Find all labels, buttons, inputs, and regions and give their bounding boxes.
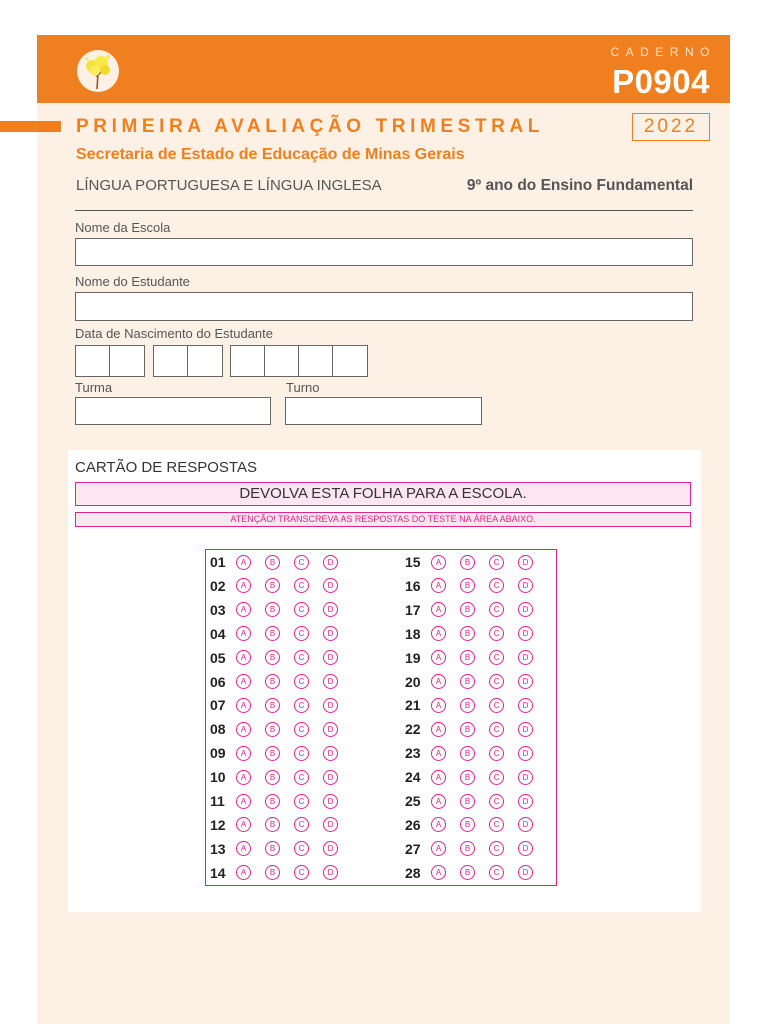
birthdate-label: Data de Nascimento do Estudante xyxy=(75,326,274,341)
question-row xyxy=(210,576,352,596)
answer-bubble-c[interactable]: C xyxy=(294,722,309,737)
answer-bubble-b[interactable]: B xyxy=(265,602,280,617)
answer-bubble-d[interactable]: D xyxy=(518,602,533,617)
question-row xyxy=(405,767,547,787)
answer-bubble-c[interactable]: C xyxy=(489,555,504,570)
question-number: 07 xyxy=(210,697,226,714)
question-row xyxy=(405,719,547,739)
answer-bubble-d[interactable]: D xyxy=(323,865,338,880)
answer-bubble-d[interactable]: D xyxy=(323,602,338,617)
answer-bubble-b[interactable]: B xyxy=(460,841,475,856)
tree-logo-icon xyxy=(76,49,120,93)
answer-bubble-c[interactable]: C xyxy=(489,817,504,832)
answer-bubble-d[interactable]: D xyxy=(323,817,338,832)
answer-bubble-b[interactable]: B xyxy=(460,865,475,880)
return-notice: DEVOLVA ESTA FOLHA PARA A ESCOLA. xyxy=(75,482,691,506)
answer-bubble-b[interactable]: B xyxy=(265,722,280,737)
question-number: 25 xyxy=(405,793,421,809)
answer-bubble-a[interactable]: A xyxy=(236,626,251,641)
answer-bubble-b[interactable]: B xyxy=(265,817,280,832)
answer-bubble-c[interactable]: C xyxy=(489,770,504,785)
answer-bubble-d[interactable]: D xyxy=(323,722,338,737)
question-number: 16 xyxy=(405,577,421,594)
answer-bubble-a[interactable]: A xyxy=(431,602,446,617)
question-row xyxy=(405,552,547,572)
answer-bubble-d[interactable]: D xyxy=(323,674,338,689)
answer-bubble-a[interactable]: A xyxy=(236,578,251,593)
answer-bubble-d[interactable]: D xyxy=(518,674,533,689)
question-number: 18 xyxy=(405,625,421,642)
question-number: 21 xyxy=(405,697,421,714)
answer-bubble-a[interactable]: A xyxy=(431,817,446,832)
answer-grid xyxy=(205,549,557,886)
birth-year-field[interactable] xyxy=(230,345,368,377)
question-number: 15 xyxy=(405,554,421,570)
answer-bubble-d[interactable]: D xyxy=(518,817,533,832)
caderno-label: CADERNO xyxy=(610,45,716,59)
question-row xyxy=(405,839,547,859)
answer-bubble-c[interactable]: C xyxy=(294,578,309,593)
question-row xyxy=(210,743,352,763)
answer-bubble-c[interactable]: C xyxy=(294,602,309,617)
answer-bubble-d[interactable]: D xyxy=(323,841,338,856)
answer-bubble-d[interactable]: D xyxy=(518,578,533,593)
answer-bubble-d[interactable]: D xyxy=(323,650,338,665)
question-number: 24 xyxy=(405,769,421,786)
answer-bubble-b[interactable]: B xyxy=(265,555,280,570)
answer-bubble-b[interactable]: B xyxy=(460,698,475,713)
answer-bubble-c[interactable]: C xyxy=(489,746,504,761)
question-row xyxy=(405,648,547,668)
answer-bubble-a[interactable]: A xyxy=(236,698,251,713)
question-number: 04 xyxy=(210,625,226,642)
question-row xyxy=(210,791,352,811)
answer-bubble-c[interactable]: C xyxy=(294,770,309,785)
answer-bubble-b[interactable]: B xyxy=(460,650,475,665)
question-row xyxy=(210,600,352,620)
answer-bubble-b[interactable]: B xyxy=(265,770,280,785)
shift-field[interactable] xyxy=(285,397,482,425)
answer-bubble-a[interactable]: A xyxy=(431,746,446,761)
question-number: 13 xyxy=(210,840,226,857)
student-name-field[interactable] xyxy=(75,292,693,321)
answer-bubble-c[interactable]: C xyxy=(489,578,504,593)
question-number: 03 xyxy=(210,601,226,618)
question-row xyxy=(210,863,352,883)
answer-bubble-a[interactable]: A xyxy=(236,650,251,665)
answer-bubble-a[interactable]: A xyxy=(236,674,251,689)
question-row xyxy=(210,695,352,715)
answer-bubble-a[interactable]: A xyxy=(431,722,446,737)
answer-bubble-b[interactable]: B xyxy=(460,817,475,832)
answer-bubble-c[interactable]: C xyxy=(294,841,309,856)
class-label: Turma xyxy=(75,380,113,395)
answer-bubble-c[interactable]: C xyxy=(294,674,309,689)
question-row xyxy=(210,552,352,572)
school-label: Nome da Escola xyxy=(75,220,171,235)
answer-bubble-d[interactable]: D xyxy=(518,770,533,785)
answer-bubble-b[interactable]: B xyxy=(265,794,280,809)
shift-label: Turno xyxy=(286,380,320,395)
answer-bubble-a[interactable]: A xyxy=(431,578,446,593)
answer-bubble-a[interactable]: A xyxy=(431,555,446,570)
answer-bubble-c[interactable]: C xyxy=(294,794,309,809)
question-number: 14 xyxy=(210,864,226,881)
question-number: 11 xyxy=(210,793,225,809)
question-number: 06 xyxy=(210,673,226,690)
birth-day-field[interactable] xyxy=(75,345,145,377)
answer-bubble-c[interactable]: C xyxy=(489,626,504,641)
question-number: 23 xyxy=(405,745,421,762)
question-number: 05 xyxy=(210,649,226,666)
question-number: 20 xyxy=(405,673,421,690)
answer-bubble-a[interactable]: A xyxy=(236,746,251,761)
answer-bubble-c[interactable]: C xyxy=(489,698,504,713)
answer-bubble-a[interactable]: A xyxy=(431,698,446,713)
question-row xyxy=(405,863,547,883)
question-number: 02 xyxy=(210,577,226,594)
answer-bubble-d[interactable]: D xyxy=(518,841,533,856)
answer-bubble-b[interactable]: B xyxy=(265,674,280,689)
answer-bubble-d[interactable]: D xyxy=(518,555,533,570)
answer-bubble-a[interactable]: A xyxy=(431,626,446,641)
answer-bubble-d[interactable]: D xyxy=(518,746,533,761)
answer-bubble-b[interactable]: B xyxy=(265,578,280,593)
answer-bubble-a[interactable]: A xyxy=(431,674,446,689)
answer-bubble-c[interactable]: C xyxy=(294,746,309,761)
question-row xyxy=(210,839,352,859)
answer-bubble-c[interactable]: C xyxy=(294,650,309,665)
side-accent-bar xyxy=(0,121,61,132)
answer-bubble-c[interactable]: C xyxy=(294,555,309,570)
answer-bubble-b[interactable]: B xyxy=(460,794,475,809)
secretariat-name: Secretaria de Estado de Educação de Minas Gerais xyxy=(76,146,465,163)
question-row xyxy=(405,600,547,620)
answer-bubble-b[interactable]: B xyxy=(265,841,280,856)
answer-bubble-a[interactable]: A xyxy=(236,817,251,832)
answer-bubble-d[interactable]: D xyxy=(323,626,338,641)
question-row xyxy=(210,672,352,692)
answer-bubble-a[interactable]: A xyxy=(236,794,251,809)
question-number: 26 xyxy=(405,816,421,833)
answer-bubble-d[interactable]: D xyxy=(518,626,533,641)
answer-bubble-b[interactable]: B xyxy=(265,626,280,641)
answer-bubble-c[interactable]: C xyxy=(489,841,504,856)
answer-bubble-b[interactable]: B xyxy=(265,746,280,761)
question-row xyxy=(210,719,352,739)
answer-bubble-a[interactable]: A xyxy=(236,865,251,880)
answer-bubble-b[interactable]: B xyxy=(460,626,475,641)
answer-bubble-c[interactable]: C xyxy=(294,817,309,832)
question-number: 09 xyxy=(210,745,226,762)
answer-bubble-a[interactable]: A xyxy=(431,865,446,880)
answer-bubble-c[interactable]: C xyxy=(294,865,309,880)
answer-bubble-c[interactable]: C xyxy=(489,674,504,689)
question-number: 22 xyxy=(405,721,421,738)
answer-bubble-d[interactable]: D xyxy=(518,698,533,713)
exam-title: PRIMEIRA AVALIAÇÃO TRIMESTRAL xyxy=(76,116,544,137)
transcribe-warning: ATENÇÃO! TRANSCREVA AS RESPOSTAS DO TESTE NA ÁREA ABAIXO. xyxy=(75,512,691,527)
answer-bubble-a[interactable]: A xyxy=(236,770,251,785)
answer-card-title: CARTÃO DE RESPOSTAS xyxy=(75,459,257,476)
question-row xyxy=(210,624,352,644)
question-number: 19 xyxy=(405,649,421,666)
answer-bubble-d[interactable]: D xyxy=(518,722,533,737)
answer-bubble-d[interactable]: D xyxy=(323,794,338,809)
answer-bubble-b[interactable]: B xyxy=(265,698,280,713)
school-name-field[interactable] xyxy=(75,238,693,266)
question-number: 08 xyxy=(210,721,226,738)
header-divider xyxy=(75,210,693,211)
grade-level: 9º ano do Ensino Fundamental xyxy=(466,177,693,194)
question-number: 28 xyxy=(405,864,421,881)
answer-bubble-a[interactable]: A xyxy=(236,722,251,737)
answer-bubble-a[interactable]: A xyxy=(236,555,251,570)
answer-bubble-c[interactable]: C xyxy=(489,650,504,665)
question-number: 12 xyxy=(210,816,226,833)
answer-bubble-b[interactable]: B xyxy=(460,555,475,570)
answer-bubble-c[interactable]: C xyxy=(489,865,504,880)
answer-bubble-b[interactable]: B xyxy=(265,865,280,880)
answer-bubble-b[interactable]: B xyxy=(460,674,475,689)
question-row xyxy=(210,767,352,787)
answer-bubble-b[interactable]: B xyxy=(460,746,475,761)
question-row xyxy=(405,695,547,715)
answer-bubble-a[interactable]: A xyxy=(431,650,446,665)
birth-month-field[interactable] xyxy=(153,345,223,377)
answer-bubble-a[interactable]: A xyxy=(431,770,446,785)
question-number: 27 xyxy=(405,840,421,857)
answer-bubble-d[interactable]: D xyxy=(323,555,338,570)
answer-bubble-d[interactable]: D xyxy=(323,746,338,761)
answer-bubble-d[interactable]: D xyxy=(323,770,338,785)
question-row xyxy=(405,624,547,644)
answer-bubble-b[interactable]: B xyxy=(265,650,280,665)
question-row xyxy=(210,648,352,668)
answer-bubble-c[interactable]: C xyxy=(489,722,504,737)
answer-bubble-c[interactable]: C xyxy=(294,698,309,713)
answer-bubble-a[interactable]: A xyxy=(431,794,446,809)
exam-year: 2022 xyxy=(632,113,710,141)
question-row xyxy=(405,815,547,835)
question-row xyxy=(405,743,547,763)
question-number: 01 xyxy=(210,554,226,570)
answer-bubble-c[interactable]: C xyxy=(489,794,504,809)
answer-bubble-d[interactable]: D xyxy=(518,865,533,880)
answer-bubble-a[interactable]: A xyxy=(236,841,251,856)
answer-bubble-d[interactable]: D xyxy=(323,698,338,713)
answer-bubble-d[interactable]: D xyxy=(518,650,533,665)
answer-bubble-d[interactable]: D xyxy=(518,794,533,809)
answer-bubble-a[interactable]: A xyxy=(431,841,446,856)
subject-name: LÍNGUA PORTUGUESA E LÍNGUA INGLESA xyxy=(76,177,382,194)
question-row xyxy=(210,815,352,835)
answer-bubble-a[interactable]: A xyxy=(236,602,251,617)
question-row xyxy=(405,672,547,692)
answer-bubble-b[interactable]: B xyxy=(460,602,475,617)
answer-bubble-d[interactable]: D xyxy=(323,578,338,593)
question-row xyxy=(405,576,547,596)
answer-bubble-b[interactable]: B xyxy=(460,770,475,785)
answer-bubble-b[interactable]: B xyxy=(460,578,475,593)
question-row xyxy=(405,791,547,811)
question-number: 17 xyxy=(405,601,421,618)
class-field[interactable] xyxy=(75,397,271,425)
caderno-code: P0904 xyxy=(612,63,710,100)
answer-bubble-c[interactable]: C xyxy=(294,626,309,641)
student-label: Nome do Estudante xyxy=(75,274,190,289)
question-number: 10 xyxy=(210,769,226,786)
answer-bubble-c[interactable]: C xyxy=(489,602,504,617)
answer-bubble-b[interactable]: B xyxy=(460,722,475,737)
